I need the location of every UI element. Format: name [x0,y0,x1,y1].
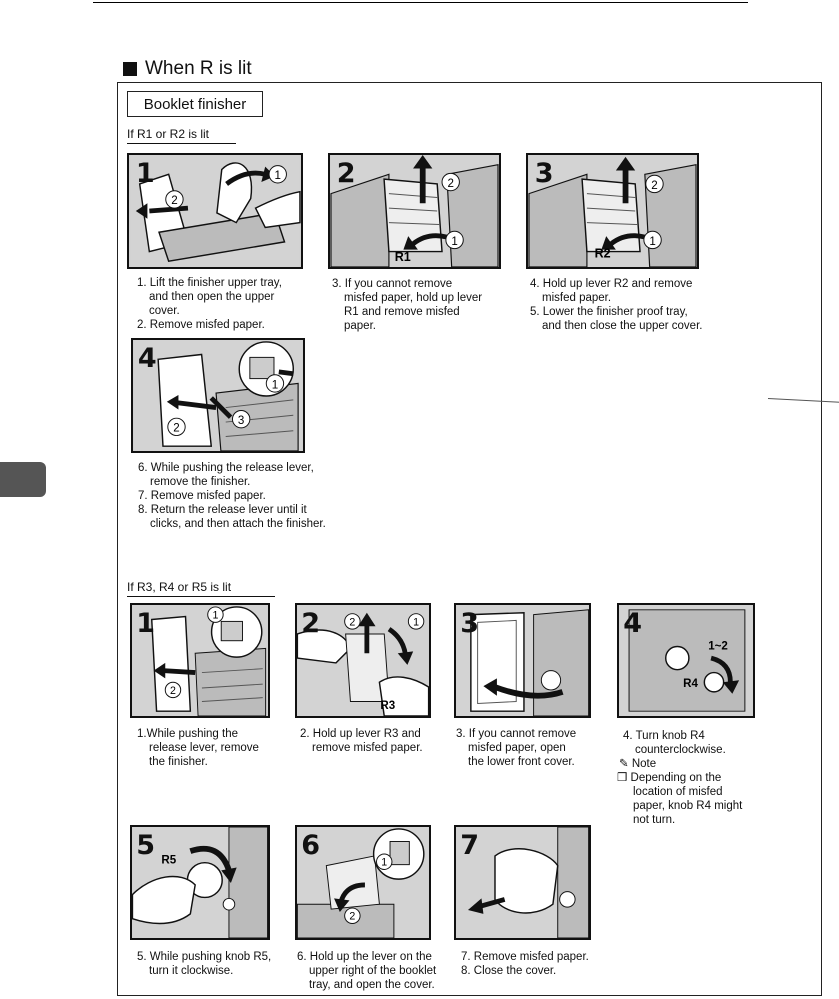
figure-b-step-2 [295,603,431,718]
svg-text:R3: R3 [380,700,396,713]
svg-text:4: 4 [623,608,643,640]
svg-text:2: 2 [336,158,356,190]
svg-text:1: 1 [212,609,219,622]
caption-b-step-5: 5. While pushing knob R5, turn it clockwise. [137,951,272,977]
svg-text:1: 1 [649,235,656,248]
svg-text:1: 1 [381,856,388,869]
svg-text:2: 2 [349,910,356,923]
caption-b-step-3: 3. If you cannot remove misfed paper, open the lower front cover. [456,728,577,768]
svg-text:3: 3 [534,158,554,190]
figure-b-step-4 [617,603,755,718]
svg-text:1: 1 [451,235,458,248]
callout-2: 2 [171,195,178,208]
caption-steps-1-2: 1. Lift the finisher upper tray, and then open the upper cover. 2. Remove misfed paper. [137,277,282,331]
section-title: When R is lit [145,58,252,79]
booklet-finisher-label: Booklet finisher [127,91,263,117]
figure-b-step-1 [130,603,270,718]
pencil-note-icon: ✎ [619,758,629,770]
figure-step-2 [328,153,501,269]
svg-text:1: 1 [271,379,279,392]
caption-b-step-7: 7. Remove misfed paper. 8. Close the cover. [461,951,589,977]
svg-text:7: 7 [460,830,480,862]
lever-label: R1 [394,250,411,265]
caption-b-step-1: 1.While pushing the release lever, remove the finisher. [137,728,259,768]
chapter-tab [0,462,46,497]
svg-text:4: 4 [137,343,157,375]
caption-steps-4-5: 4. Hold up lever R2 and remove misfed paper. 5. Lower the finisher proof tray, and then close the upper cover. [530,278,703,332]
callout-1: 1 [274,170,281,183]
note-body: ❒ Depending on the [617,772,722,784]
svg-text:2: 2 [301,608,321,640]
group2-heading: If R3, R4 or R5 is lit [127,580,275,597]
svg-text:R4: R4 [683,678,698,691]
svg-text:2: 2 [447,177,454,190]
svg-text:1: 1 [135,158,155,190]
svg-text:1: 1 [413,616,420,629]
caption-step-3: 3. If you cannot remove misfed paper, hold up lever R1 and remove misfed paper. [332,278,483,332]
svg-text:1: 1 [136,608,156,640]
caption-b-step-6: 6. Hold up the lever on the upper right of the booklet tray, and open the cover. [297,951,437,991]
svg-text:2: 2 [173,422,180,435]
figure-b-step-5 [130,825,270,940]
caption-b-step-4: 4. Turn knob R4 counterclockwise. ✎ Note ❒ Depending on the location of misfed paper, knob R4 might not turn. [617,730,743,826]
svg-text:3: 3 [237,414,245,427]
heading-square-icon [123,62,137,76]
section-heading [123,58,252,80]
figure-b-step-6 [295,825,431,940]
svg-text:2: 2 [349,616,356,629]
group1-heading: If R1 or R2 is lit [127,127,236,144]
svg-text:2: 2 [651,179,658,192]
svg-text:R2: R2 [594,246,611,261]
caption-b-step-2: 2. Hold up lever R3 and remove misfed paper. [300,728,423,754]
header-rule [93,2,748,3]
note-line: ✎ Note [619,758,657,770]
svg-text:1~2: 1~2 [708,640,728,653]
figure-step-3 [526,153,699,269]
checkbox-bullet-icon: ❒ [617,772,628,784]
svg-text:3: 3 [460,608,480,640]
svg-text:6: 6 [301,830,321,862]
svg-text:5: 5 [136,830,156,862]
caption-steps-6-8: 6. While pushing the release lever, remove the finisher. 7. Remove misfed paper. 8. Return the release lever until it clicks, and then attach the finisher. [138,462,326,530]
figure-b-step-3 [454,603,591,718]
svg-text:2: 2 [170,684,176,697]
svg-text:R5: R5 [161,854,177,867]
figure-b-step-7 [454,825,591,940]
figure-step-1 [127,153,303,269]
figure-step-4 [131,338,305,453]
